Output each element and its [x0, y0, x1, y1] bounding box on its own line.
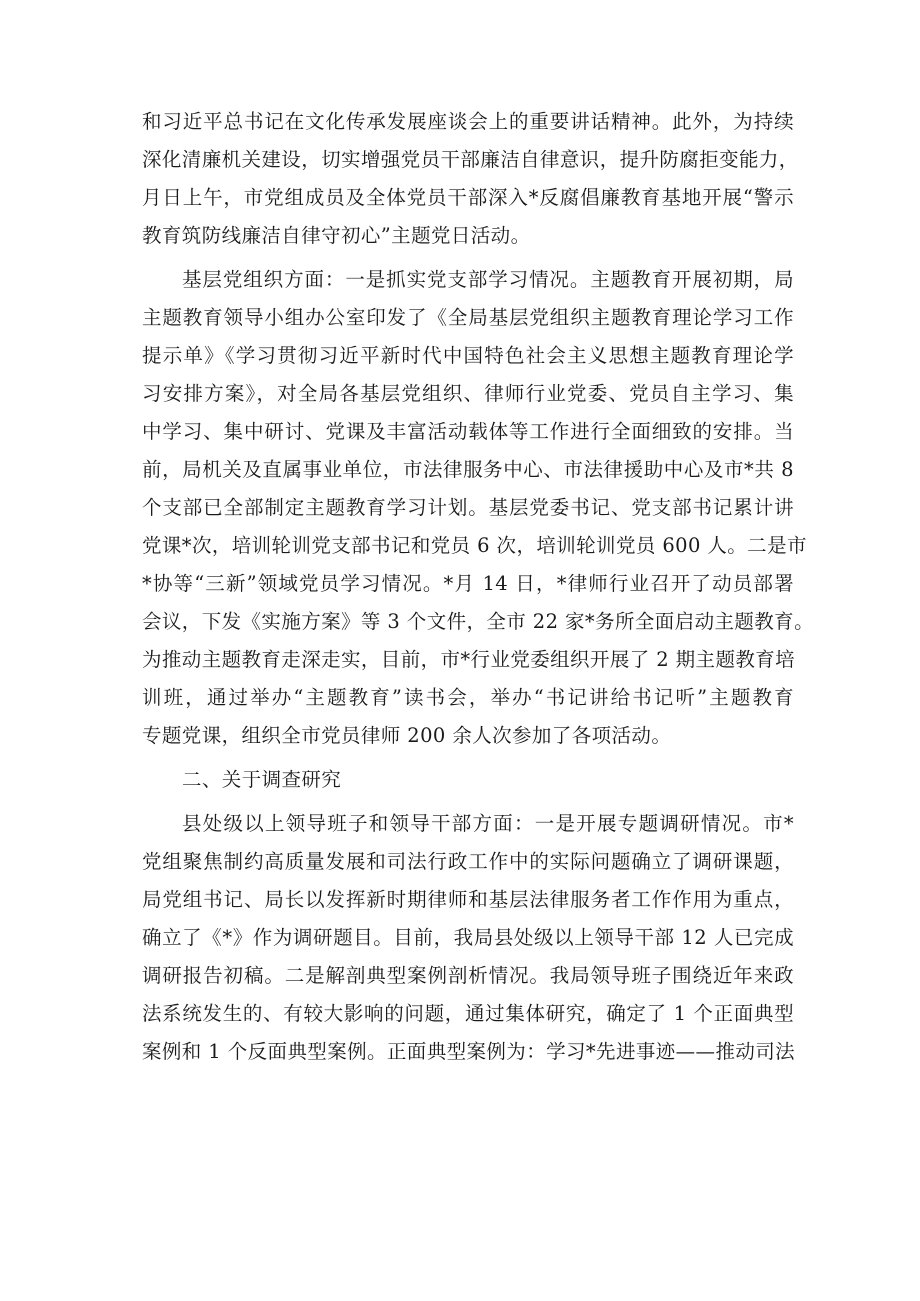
document-body: [142, 103, 814, 1071]
text-line: 提示单》《学习贯彻习近平新时代中国特色社会主义思想主题教育理论学: [142, 344, 794, 367]
text-line: 中学习、集中研讨、党课及丰富活动载体等工作进行全面细致的安排。当: [142, 420, 794, 443]
text-line: 和习近平总书记在文化传承发展座谈会上的重要讲话精神。此外，为持续: [142, 110, 794, 133]
text-line: *协等“三新”领域党员学习情况。*月 14 日，*律师行业召开了动员部署: [142, 572, 794, 595]
text-line: 县处级以上领导班子和领导干部方面：一是开展专题调研情况。市*: [182, 812, 794, 835]
text-line: 基层党组织方面：一是抓实党支部学习情况。主题教育开展初期，局: [182, 268, 794, 291]
text-line: 月日上午，市党组成员及全体党员干部深入*反腐倡廉教育基地开展“警示: [142, 186, 794, 209]
text-line: 确立了《*》作为调研题目。目前，我局县处级以上领导干部 12 人已完成: [142, 926, 794, 949]
text-line: 党课*次，培训轮训党支部书记和党员 6 次，培训轮训党员 600 人。二是市: [142, 534, 807, 557]
text-line: 会议，下发《实施方案》等 3 个文件，全市 22 家*务所全面启动主题教育。: [142, 610, 814, 633]
text-line: 前，局机关及直属事业单位，市法律服务中心、市法律援助中心及市*共 8: [142, 458, 794, 481]
text-line: 党组聚焦制约高质量发展和司法行政工作中的实际问题确立了调研课题，: [142, 850, 794, 873]
paragraph-3: [142, 805, 794, 1071]
text-line: 训班，通过举办“主题教育”读书会，举办“书记讲给书记听”主题教育: [142, 686, 794, 709]
text-line: 案例和 1 个反面典型案例。正面典型案例为：学习*先进事迹——推动司法: [142, 1040, 796, 1063]
text-line: 主题教育领导小组办公室印发了《全局基层党组织主题教育理论学习工作: [142, 306, 794, 329]
text-line: 调研报告初稿。二是解剖典型案例剖析情况。我局领导班子围绕近年来政: [142, 964, 794, 987]
paragraph-1: [142, 103, 799, 255]
text-line: 法系统发生的、有较大影响的问题，通过集体研究，确定了 1 个正面典型: [142, 1002, 794, 1025]
paragraph-2: [142, 261, 814, 755]
text-line: 深化清廉机关建设，切实增强党员干部廉洁自律意识，提升防腐拒变能力，: [142, 148, 799, 171]
section-heading: [142, 761, 794, 799]
text-line: 习安排方案》，对全局各基层党组织、律师行业党委、党员自主学习、集: [142, 382, 794, 405]
text-line: 为推动主题教育走深走实，目前，市*行业党委组织开展了 2 期主题教育培: [142, 648, 796, 671]
section-heading-text: 二、关于调查研究: [182, 768, 342, 791]
text-line: 局党组书记、局长以发挥新时期律师和基层法律服务者工作作用为重点，: [142, 888, 794, 911]
text-line: 个支部已全部制定主题教育学习计划。基层党委书记、党支部书记累计讲: [142, 496, 794, 519]
text-line: 教育筑防线廉洁自律守初心”主题党日活动。: [142, 224, 531, 247]
text-line: 专题党课，组织全市党员律师 200 余人次参加了各项活动。: [142, 724, 672, 747]
